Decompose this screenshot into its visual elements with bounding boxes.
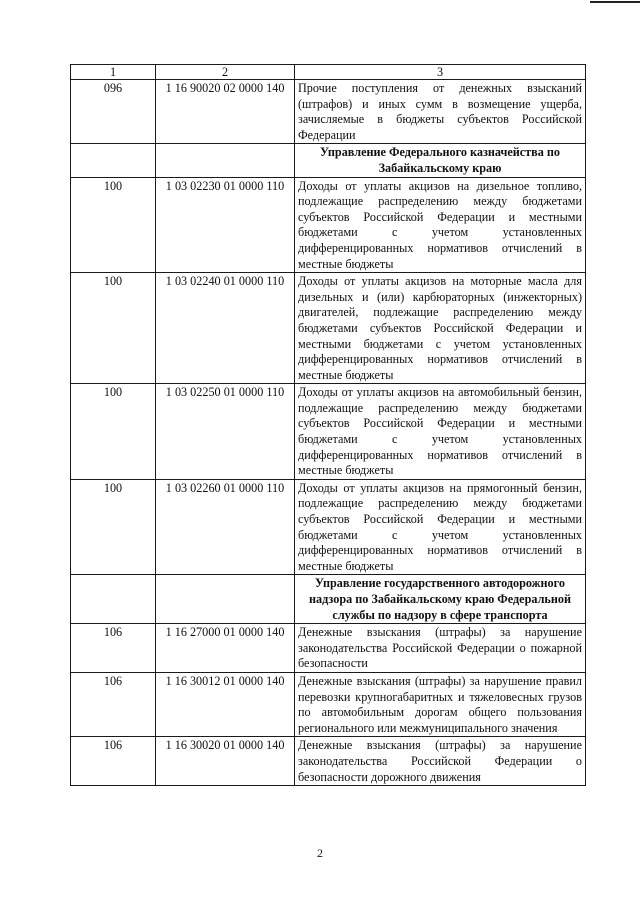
budget-code-cell: 1 16 90020 02 0000 140: [156, 80, 295, 144]
admin-code-cell: 100: [71, 479, 156, 575]
budget-code-cell: 1 03 02260 01 0000 110: [156, 479, 295, 575]
income-codes-table: [70, 64, 586, 786]
table-header-row: [71, 65, 586, 80]
table-row: [71, 672, 586, 736]
table-row: [71, 737, 586, 786]
table-row: [71, 479, 586, 575]
budget-code-cell: 1 16 27000 01 0000 140: [156, 624, 295, 673]
admin-code-cell: 106: [71, 737, 156, 786]
header-col-2: 2: [156, 65, 295, 80]
section-row: [71, 575, 586, 624]
empty-cell: [71, 144, 156, 177]
empty-cell: [156, 575, 295, 624]
income-name-cell: Доходы от уплаты акцизов на прямогонный бензин, подлежащие распределению между бюджетами субъектов Российской Федерации и местными бюджетами с учетом установленных дифференцированных нормативов отчислений в местные бюджеты: [295, 479, 586, 575]
budget-code-cell: 1 03 02240 01 0000 110: [156, 273, 295, 384]
empty-cell: [71, 575, 156, 624]
table-row: [71, 177, 586, 273]
income-name-cell: Доходы от уплаты акцизов на моторные масла для дизельных и (или) карбюраторных (инжекторных) двигателей, подлежащие распределению между бюджетами субъектов Российской Федерации и местными бюджетами с учетом установленных дифференцированных нормативов отчислений в местные бюджеты: [295, 273, 586, 384]
section-row: [71, 144, 586, 177]
header-col-3: 3: [295, 65, 586, 80]
admin-code-cell: 096: [71, 80, 156, 144]
budget-code-cell: 1 03 02250 01 0000 110: [156, 384, 295, 480]
table-row: [71, 624, 586, 673]
income-name-cell: Денежные взыскания (штрафы) за нарушение законодательства Российской Федерации о безопасности дорожного движения: [295, 737, 586, 786]
income-name-cell: Прочие поступления от денежных взысканий (штрафов) и иных сумм в возмещение ущерба, зачисляемые в бюджеты субъектов Российской Федерации: [295, 80, 586, 144]
header-col-1: 1: [71, 65, 156, 80]
admin-code-cell: 100: [71, 384, 156, 480]
empty-cell: [156, 144, 295, 177]
income-name-cell: Доходы от уплаты акцизов на дизельное топливо, подлежащие распределению между бюджетами субъектов Российской Федерации и местными бюджетами с учетом установленных дифференцированных нормативов отчислений в местные бюджеты: [295, 177, 586, 273]
top-edge-rule: [590, 1, 640, 3]
income-name-cell: Доходы от уплаты акцизов на автомобильный бензин, подлежащие распределению между бюджетами субъектов Российской Федерации и местными бюджетами с учетом установленных дифференцированных нормативов отчислений в местные бюджеты: [295, 384, 586, 480]
section-title: Управление Федерального казначейства по Забайкальскому краю: [295, 144, 586, 177]
budget-code-cell: 1 16 30012 01 0000 140: [156, 672, 295, 736]
table-row: [71, 80, 586, 144]
admin-code-cell: 100: [71, 273, 156, 384]
admin-code-cell: 106: [71, 624, 156, 673]
income-name-cell: Денежные взыскания (штрафы) за нарушение законодательства Российской Федерации о пожарной безопасности: [295, 624, 586, 673]
budget-code-cell: 1 03 02230 01 0000 110: [156, 177, 295, 273]
admin-code-cell: 100: [71, 177, 156, 273]
page-number: 2: [317, 846, 323, 860]
income-name-cell: Денежные взыскания (штрафы) за нарушение правил перевозки крупногабаритных и тяжеловесных грузов по автомобильным дорогам общего пользования регионального или межмуниципального значения: [295, 672, 586, 736]
admin-code-cell: 106: [71, 672, 156, 736]
table-row: [71, 273, 586, 384]
table-row: [71, 384, 586, 480]
budget-code-cell: 1 16 30020 01 0000 140: [156, 737, 295, 786]
section-title: Управление государственного автодорожного надзора по Забайкальскому краю Федеральной службы по надзору в сфере транспорта: [295, 575, 586, 624]
